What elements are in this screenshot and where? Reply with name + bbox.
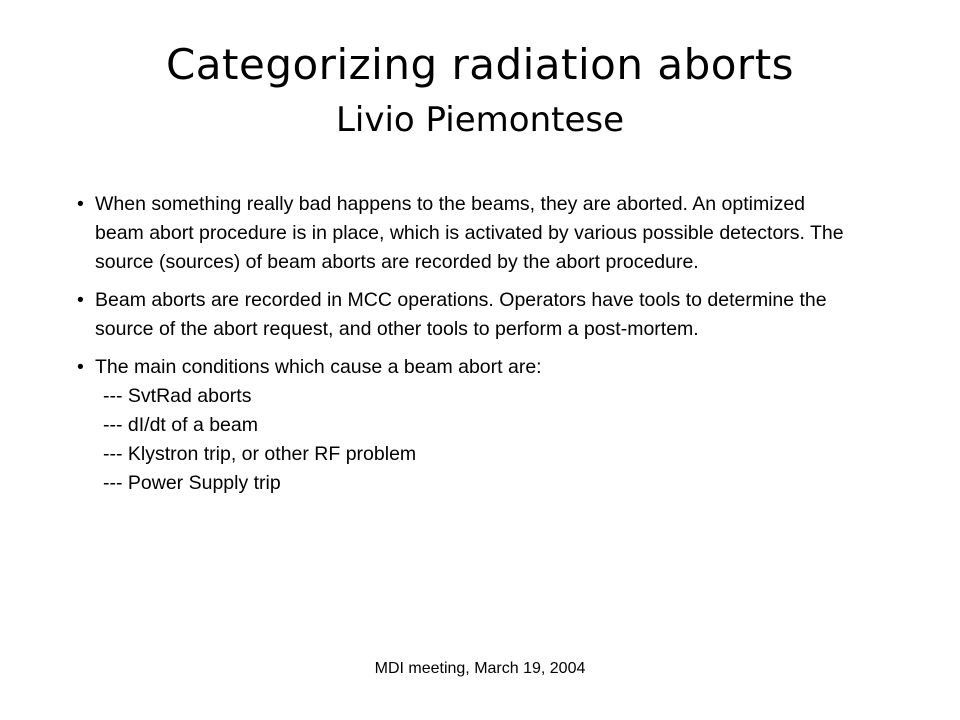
bullet-marker: •: [77, 193, 84, 215]
bullet-text: When something really bad happens to the beams, they are aborted. An optimized beam abort procedure is in place, which is activated by various possible detectors. The source (sources) of beam aborts are recorded by the abort procedure.: [95, 193, 844, 273]
bullet-marker: •: [77, 289, 84, 311]
slide-subtitle: Livio Piemontese: [335, 100, 625, 140]
bullet-item: [77, 190, 857, 277]
bullet-item: [77, 353, 857, 382]
list-item: --- dI/dt of a beam: [103, 414, 258, 436]
bullet-item: [77, 286, 857, 344]
bullet-text: Beam aborts are recorded in MCC operations. Operators have tools to determine the source of the abort request, and other tools to perform a post-mortem.: [95, 289, 827, 340]
list-item: --- Power Supply trip: [103, 472, 281, 494]
slide-body: [77, 190, 857, 498]
list-item: --- SvtRad aborts: [103, 385, 252, 407]
bullet-marker: •: [77, 356, 84, 378]
abort-conditions-list: [77, 382, 857, 498]
list-item: --- Klystron trip, or other RF problem: [103, 443, 417, 465]
bullet-text: The main conditions which cause a beam abort are:: [95, 356, 542, 378]
slide-footer: MDI meeting, March 19, 2004: [374, 660, 586, 677]
slide-title: Categorizing radiation aborts: [165, 40, 795, 89]
